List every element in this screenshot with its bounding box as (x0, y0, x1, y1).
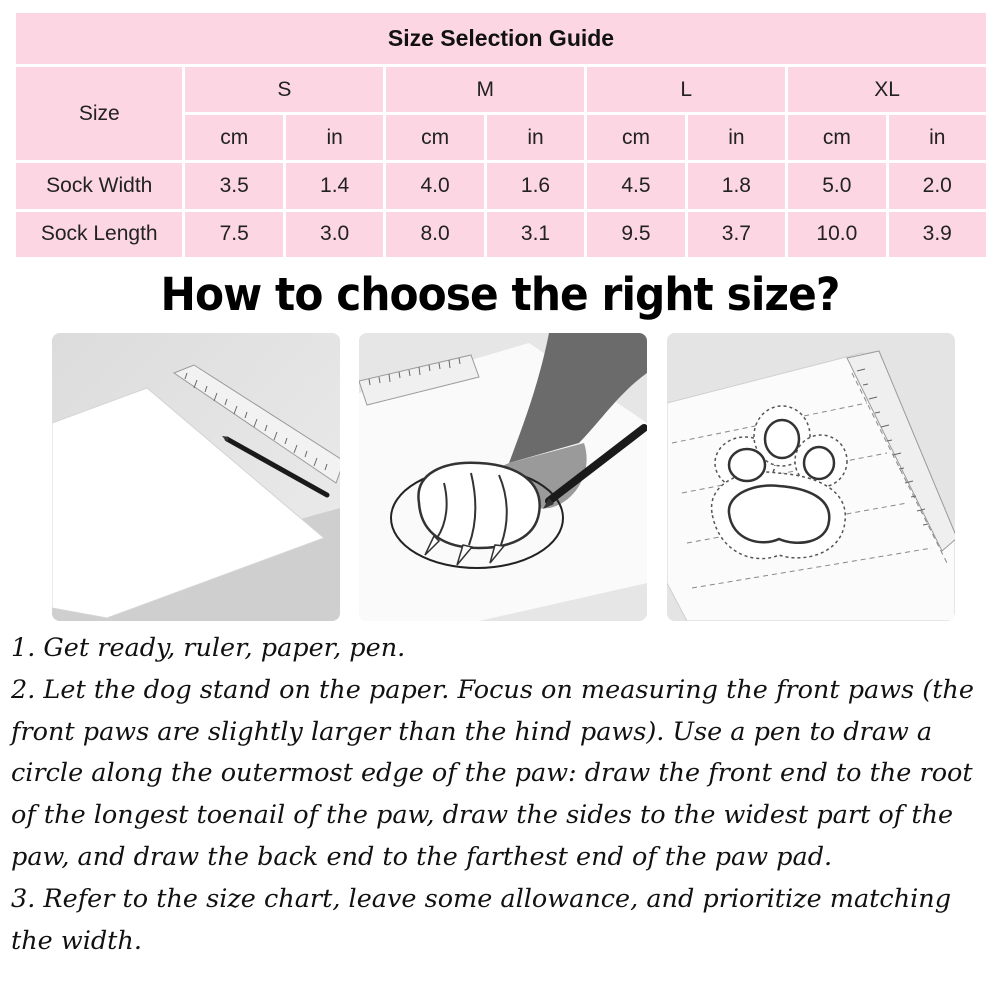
dog-paw-tracing-illustration (359, 333, 647, 621)
table-cell: 10.0 (788, 212, 885, 257)
table-cell: 3.0 (286, 212, 383, 257)
size-header-row (16, 67, 986, 112)
page-heading: How to choose the right size? (160, 268, 840, 321)
unit-header: in (286, 115, 383, 160)
table-cell: 3.9 (889, 212, 986, 257)
table-cell: 3.1 (487, 212, 584, 257)
paw-outline-measure-illustration (667, 333, 955, 621)
table-cell: 4.0 (386, 163, 483, 208)
table-cell: 4.5 (587, 163, 684, 208)
size-header-l: L (587, 67, 785, 112)
size-header-m: M (386, 67, 584, 112)
table-cell: 1.4 (286, 163, 383, 208)
table-title: Size Selection Guide (16, 13, 986, 64)
unit-header: cm (386, 115, 483, 160)
table-cell: 1.8 (688, 163, 785, 208)
instructions-list (11, 628, 996, 962)
unit-header: in (487, 115, 584, 160)
size-header-xl: XL (788, 67, 986, 112)
table-cell: 3.7 (688, 212, 785, 257)
size-header-s: S (185, 67, 383, 112)
table-cell: 8.0 (386, 212, 483, 257)
unit-header: in (688, 115, 785, 160)
table-row-sock-length (16, 212, 986, 257)
ruler-paper-pen-icon (52, 333, 340, 621)
paw-outline-measure-icon (667, 333, 955, 621)
table-cell: 7.5 (185, 212, 282, 257)
size-label: Size (16, 67, 182, 161)
instruction-step-2: 2. Let the dog stand on the paper. Focus on measuring the front paws (the front paws are slightly larger than the hind paws). Use a pen to draw a circle along the outermost edge of the paw: draw the front end to the root of the longest toenail of the paw, draw the sides to the widest part of the paw, and draw the back end to the farthest end of the paw pad. (11, 674, 974, 872)
table-cell: 5.0 (788, 163, 885, 208)
row-label: Sock Length (16, 212, 182, 257)
table-cell: 1.6 (487, 163, 584, 208)
unit-header: cm (185, 115, 282, 160)
ruler-paper-pen-illustration (52, 333, 340, 621)
unit-header: in (889, 115, 986, 160)
instruction-step-1: 1. Get ready, ruler, paper, pen. (11, 633, 406, 663)
unit-header: cm (788, 115, 885, 160)
table-cell: 2.0 (889, 163, 986, 208)
instruction-step-3: 3. Refer to the size chart, leave some allowance, and prioritize matching the width. (11, 883, 952, 956)
table-cell: 3.5 (185, 163, 282, 208)
unit-header: cm (587, 115, 684, 160)
table-row-sock-width (16, 163, 986, 208)
table-title-row (16, 13, 986, 64)
size-table (13, 10, 989, 260)
table-cell: 9.5 (587, 212, 684, 257)
dog-paw-tracing-icon (359, 333, 647, 621)
row-label: Sock Width (16, 163, 182, 208)
